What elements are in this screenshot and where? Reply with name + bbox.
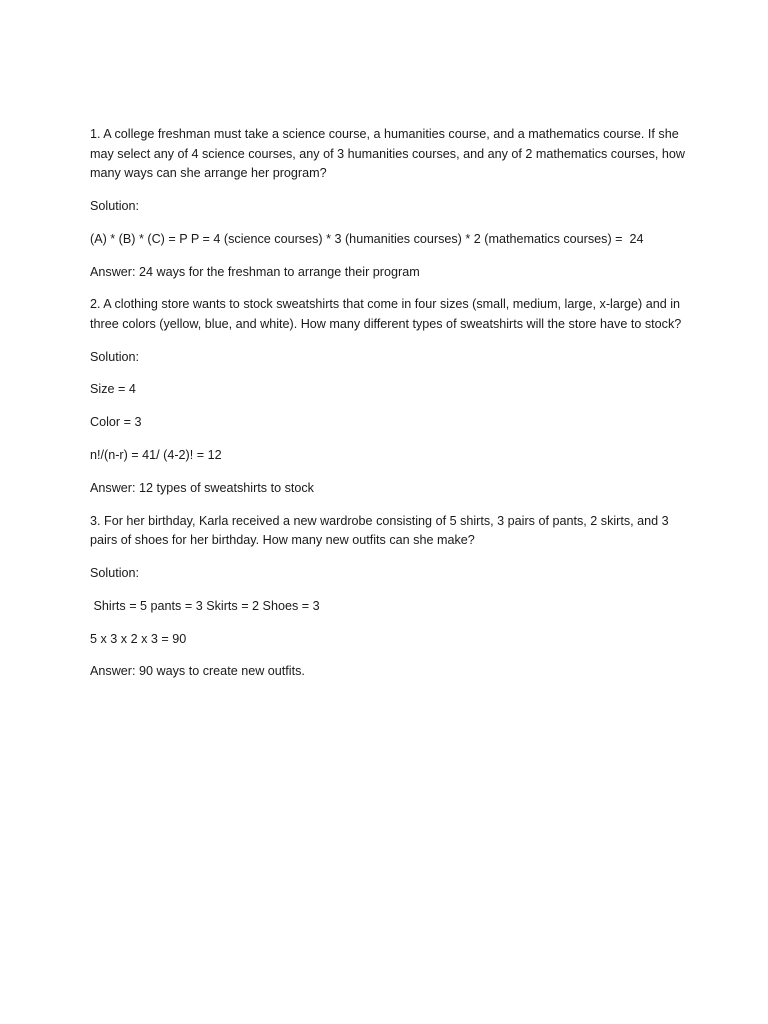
problem-2-step-2: Color = 3 bbox=[90, 415, 142, 430]
problem-1-solution-label: Solution: bbox=[90, 198, 140, 213]
problem-1-question: 1. A college freshman must take a science course, a humanities course, and a mathematics course. If she may select any of 4 science courses, any of 3 humanities courses, and any of 2 mathematics courses, how many ways can she arrange her program? bbox=[90, 127, 689, 181]
problem-2-question: 2. A clothing store wants to stock sweatshirts that come in four sizes (small, medium, large, x-large) and in three colors (yellow, blue, and white). How many different types of sweatshirts will the store have to stock? bbox=[90, 297, 684, 331]
problem-1-answer: Answer: 24 ways for the freshman to arrange their program bbox=[90, 264, 420, 279]
document-page bbox=[90, 125, 690, 695]
problem-2-answer: Answer: 12 types of sweatshirts to stock bbox=[90, 480, 314, 495]
problem-2-step-1: Size = 4 bbox=[90, 382, 136, 397]
problem-3-step-2: 5 x 3 x 2 x 3 = 90 bbox=[90, 631, 187, 646]
problem-3-answer: Answer: 90 ways to create new outfits. bbox=[90, 664, 305, 679]
problem-3-question: 3. For her birthday, Karla received a new wardrobe consisting of 5 shirts, 3 pairs of pants, 2 skirts, and 3 pairs of shoes for her birthday. How many new outfits can she make? bbox=[90, 513, 673, 548]
problem-3 bbox=[90, 512, 690, 682]
problem-2-solution-label: Solution: bbox=[90, 349, 140, 364]
problem-3-step-1: Shirts = 5 pants = 3 Skirts = 2 Shoes = 3 bbox=[90, 598, 320, 613]
problem-3-solution-label: Solution: bbox=[90, 565, 140, 580]
problem-1-step-1: (A) * (B) * (C) = P P = 4 (science courses) * 3 (humanities courses) * 2 (mathematics courses) = 24 bbox=[90, 231, 644, 246]
problem-1 bbox=[90, 125, 690, 282]
problem-2-step-3: n!/(n-r) = 41/ (4-2)! = 12 bbox=[90, 448, 222, 463]
problem-2 bbox=[90, 295, 690, 498]
